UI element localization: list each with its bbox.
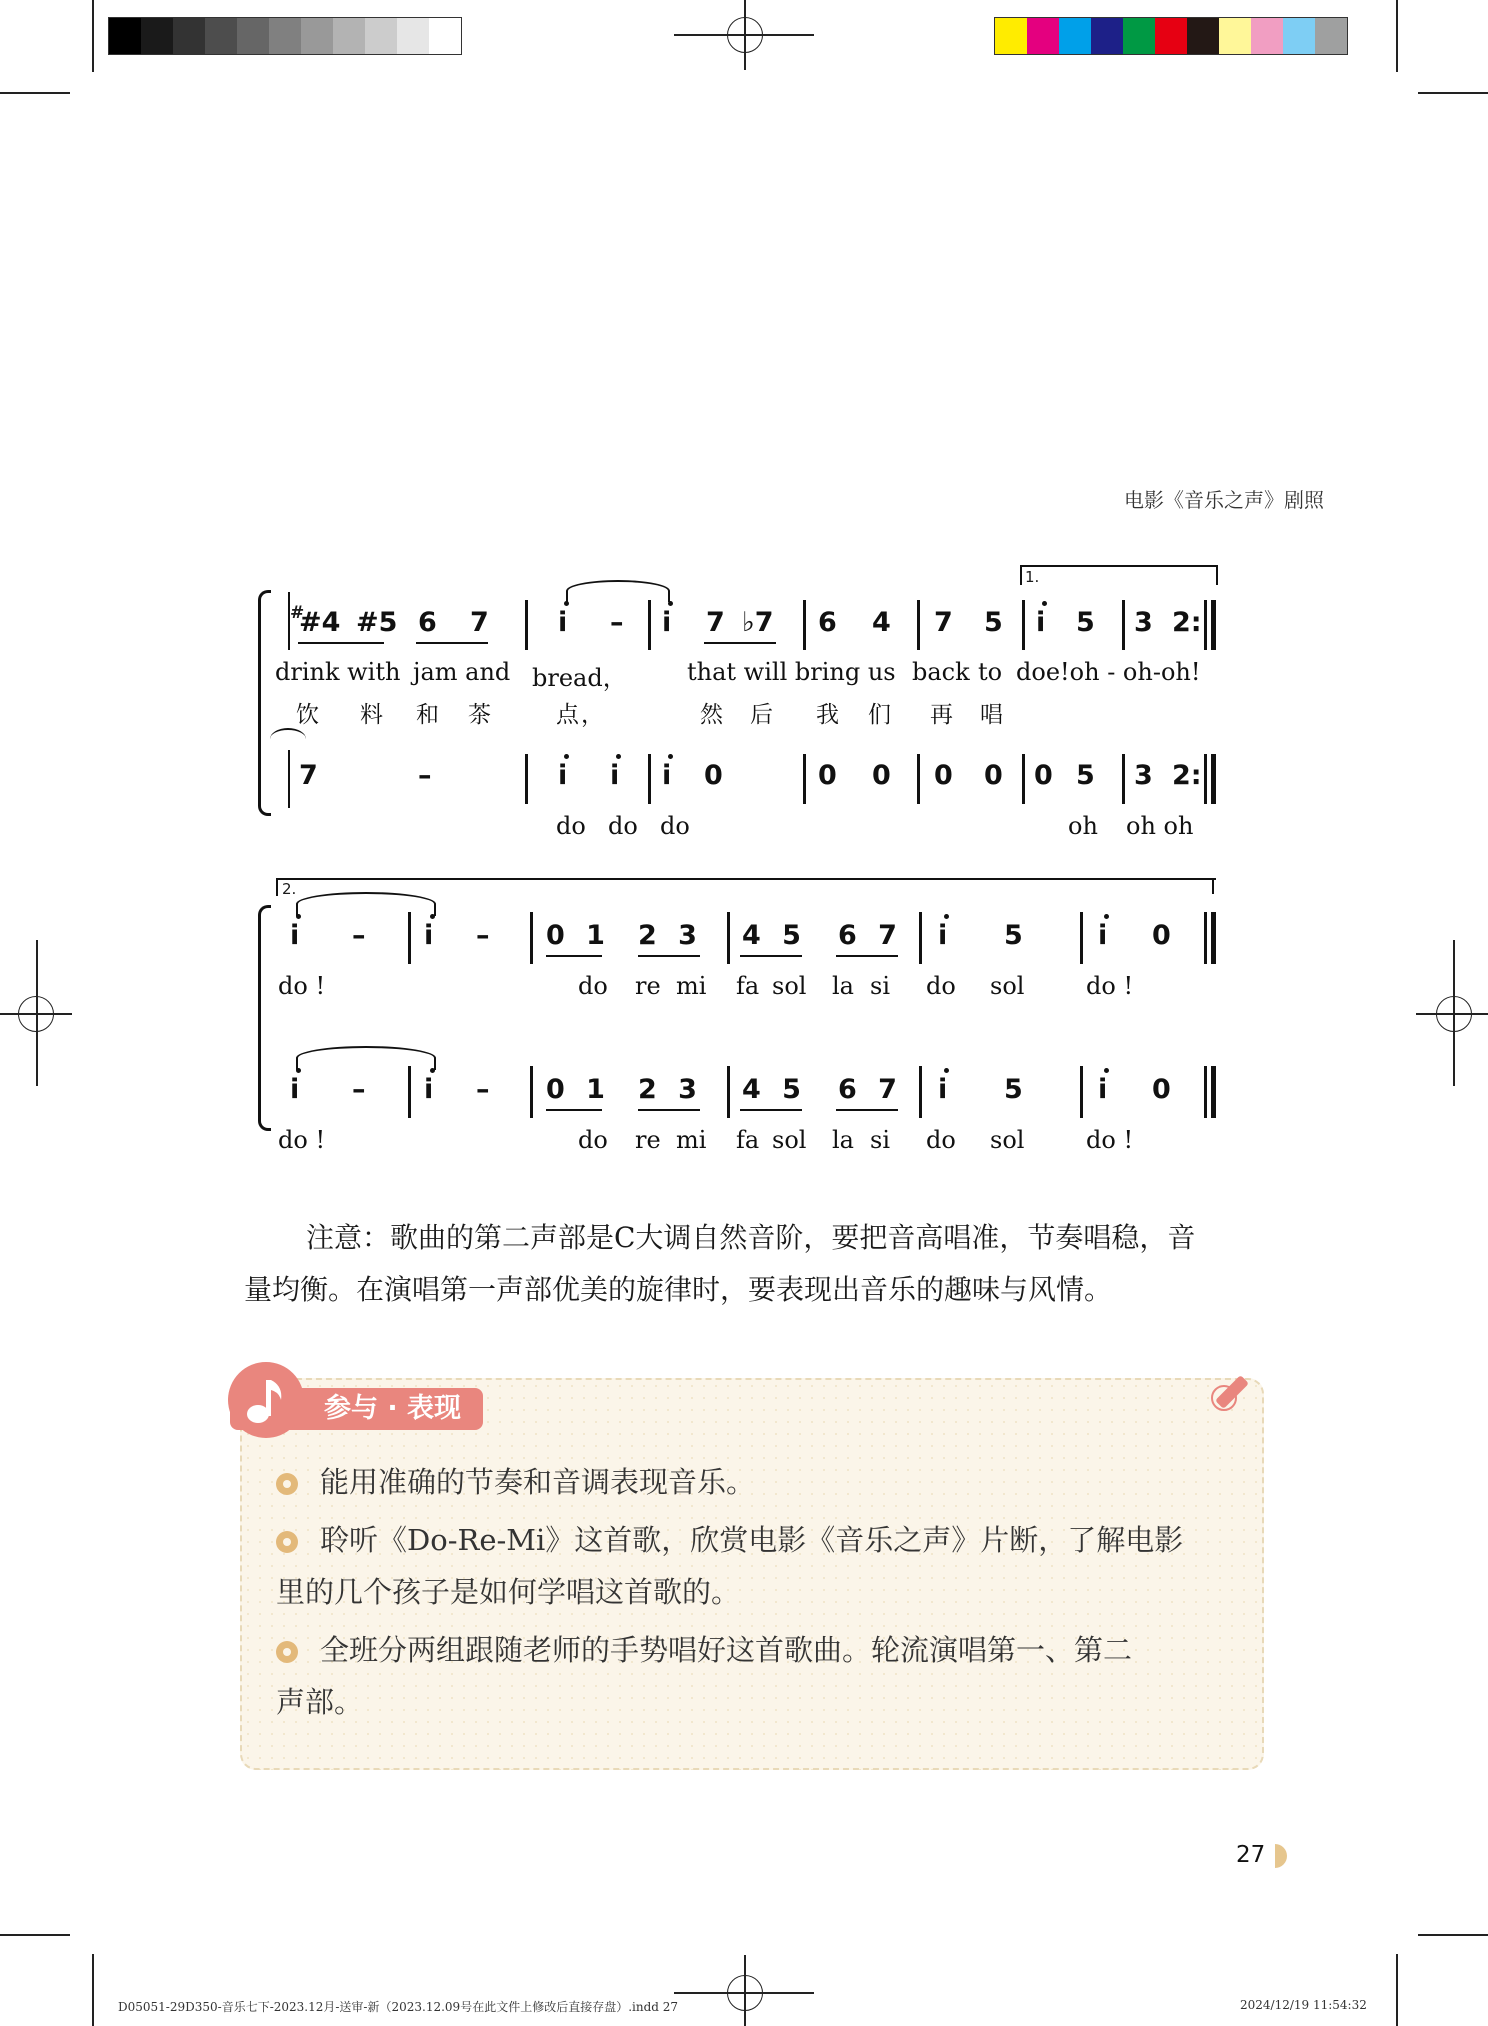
flower-bullet-icon	[276, 1473, 298, 1495]
note-line-2: 量均衡。在演唱第一声部优美的旋律时，要表现出音乐的趣味与风情。	[244, 1273, 1113, 1306]
lyric: sol	[772, 972, 807, 1000]
note: 4 5	[742, 1074, 807, 1105]
note: 0	[704, 760, 723, 791]
lyric: oh	[1068, 812, 1098, 840]
note: i	[424, 1074, 434, 1105]
color-swatch	[1219, 18, 1251, 54]
note: i	[610, 760, 620, 791]
note: –	[476, 920, 490, 951]
note: 0	[1152, 920, 1171, 951]
note: 5	[984, 607, 1003, 638]
note: 6 7	[838, 1074, 903, 1105]
note: i	[1098, 1074, 1108, 1105]
note: 2:	[1172, 607, 1202, 638]
color-swatch	[1155, 18, 1187, 54]
second-ending-label: 2.	[282, 880, 297, 898]
lyric: do !	[1086, 972, 1134, 1000]
lyric: bread，	[532, 664, 627, 692]
lyric: fa	[736, 972, 760, 1000]
note: ♭7	[742, 607, 774, 638]
color-calibration-bar	[994, 17, 1348, 55]
lyric: sol	[990, 972, 1025, 1000]
color-swatch	[1091, 18, 1123, 54]
lyric-cn: 们	[868, 702, 893, 728]
lyric-cn: 和	[416, 702, 441, 728]
panel-title: 参与 · 表现	[230, 1388, 483, 1430]
lyric-cn: 茶	[468, 702, 493, 728]
flower-bullet-icon	[276, 1531, 298, 1553]
note: 0 1	[546, 1074, 611, 1105]
note: 0	[984, 760, 1003, 791]
lyric: mi	[676, 972, 707, 1000]
note: –	[352, 1074, 366, 1105]
lyric: to	[978, 658, 1003, 686]
lyric-cn: 再	[930, 702, 955, 728]
pencil-icon	[1208, 1364, 1268, 1414]
lyric: fa	[736, 1126, 760, 1154]
lyric-cn: 点，	[556, 702, 606, 728]
system-bracket-2	[258, 905, 271, 1131]
note: i	[290, 1074, 300, 1105]
lyric: do !	[1086, 1126, 1134, 1154]
lyric: la	[832, 972, 854, 1000]
note: –	[352, 920, 366, 951]
note: 6	[418, 607, 437, 638]
first-ending-bracket	[1020, 565, 1218, 585]
music-note-icon	[228, 1362, 304, 1438]
lyric: si	[870, 972, 890, 1000]
footer-filename: D05051-29D350-音乐七下-2023.12月-送审-新（2023.12.09号在此文件上修改后直接存盘）.indd 27	[118, 2000, 679, 2014]
lyric: do !	[278, 972, 326, 1000]
lyric-cn: 后	[750, 702, 775, 728]
lyric: do !	[278, 1126, 326, 1154]
music-note-badge	[228, 1362, 304, 1438]
note: 7	[706, 607, 725, 638]
gray-swatch	[365, 18, 397, 54]
note: 0	[872, 760, 891, 791]
lyric: oh oh	[1126, 812, 1194, 840]
lyric: sol	[990, 1126, 1025, 1154]
gray-swatch	[397, 18, 429, 54]
note: 0	[1034, 760, 1053, 791]
color-swatch	[1027, 18, 1059, 54]
note: 7	[934, 607, 953, 638]
first-ending-label: 1.	[1025, 568, 1040, 586]
gray-swatch	[109, 18, 141, 54]
note: 0 1	[546, 920, 611, 951]
note: 5	[1076, 607, 1095, 638]
color-swatch	[1315, 18, 1347, 54]
lyric: do	[926, 972, 956, 1000]
note: i	[938, 1074, 948, 1105]
gray-swatch	[429, 18, 461, 54]
color-swatch	[1251, 18, 1283, 54]
note: 5	[1076, 760, 1095, 791]
note: 6 7	[838, 920, 903, 951]
note: i	[558, 607, 568, 638]
flower-bullet-icon	[276, 1641, 298, 1663]
note: 2 3	[638, 920, 703, 951]
note: 3	[1134, 607, 1153, 638]
note: i	[1036, 607, 1046, 638]
lyric: back	[912, 658, 970, 686]
footer-timestamp: 2024/12/19 11:54:32	[1240, 1998, 1367, 2012]
page-tab-icon	[1275, 1844, 1287, 1868]
gray-swatch	[333, 18, 365, 54]
note-line-1: 注意：歌曲的第二声部是C大调自然音阶，要把音高唱准，节奏唱稳，音	[306, 1221, 1196, 1254]
note: 7	[299, 760, 318, 791]
gray-swatch	[141, 18, 173, 54]
note: i	[424, 920, 434, 951]
note: i	[558, 760, 568, 791]
note: #4	[299, 607, 341, 638]
gray-calibration-bar	[108, 17, 462, 55]
page-number: 27	[1236, 1842, 1266, 1868]
lyric: do	[608, 812, 638, 840]
lyric-cn: 料	[360, 702, 385, 728]
lyric-cn: 然	[700, 702, 725, 728]
note: #5	[356, 607, 398, 638]
note: i	[1098, 920, 1108, 951]
color-swatch	[1123, 18, 1155, 54]
second-ending-bracket	[276, 878, 1216, 896]
lyric: re	[635, 972, 661, 1000]
lyric: drink with	[275, 658, 401, 686]
note: –	[418, 760, 432, 791]
lyric-cn: 饮	[296, 702, 321, 728]
list-item: 能用准确的节奏和音调表现音乐。	[276, 1456, 1246, 1508]
panel-list	[276, 1456, 1246, 1728]
gray-swatch	[237, 18, 269, 54]
lyric: re	[635, 1126, 661, 1154]
note: 2 3	[638, 1074, 703, 1105]
note: 0	[934, 760, 953, 791]
lyric: sol	[772, 1126, 807, 1154]
note: –	[476, 1074, 490, 1105]
gray-swatch	[301, 18, 333, 54]
color-swatch	[1059, 18, 1091, 54]
note: i	[662, 760, 672, 791]
note: i	[938, 920, 948, 951]
color-swatch	[995, 18, 1027, 54]
lyric: mi	[676, 1126, 707, 1154]
gray-swatch	[173, 18, 205, 54]
note: 2:	[1172, 760, 1202, 791]
note-paragraph	[244, 1212, 1274, 1316]
lyric: do	[556, 812, 586, 840]
note: 5	[1004, 1074, 1023, 1105]
note: –	[610, 607, 624, 638]
lyric: la	[832, 1126, 854, 1154]
lyric: do	[578, 1126, 608, 1154]
lyric: that will bring us	[687, 658, 896, 686]
photo-caption: 电影《音乐之声》剧照	[1124, 488, 1324, 512]
lyric: jam and	[413, 658, 511, 686]
note: i	[662, 607, 672, 638]
note: 5	[1004, 920, 1023, 951]
color-swatch	[1283, 18, 1315, 54]
system-bracket-1	[258, 590, 271, 816]
note: 0	[1152, 1074, 1171, 1105]
list-item: 聆听《Do-Re-Mi》这首歌，欣赏电影《音乐之声》片断，了解电影 里的几个孩子是如何学唱这首歌的。	[276, 1523, 1184, 1609]
lyric: si	[870, 1126, 890, 1154]
lyric-cn: 唱	[980, 702, 1005, 728]
lyric: do	[926, 1126, 956, 1154]
note: 4	[872, 607, 891, 638]
note: 7	[470, 607, 489, 638]
lyric: do	[660, 812, 690, 840]
list-item: 全班分两组跟随老师的手势唱好这首歌曲。轮流演唱第一、第二 声部。	[276, 1633, 1133, 1719]
gray-swatch	[205, 18, 237, 54]
lyric-cn: 我	[816, 702, 841, 728]
lyric: doe!oh - oh-oh!	[1016, 658, 1201, 686]
color-swatch	[1187, 18, 1219, 54]
note: i	[290, 920, 300, 951]
note: 6	[818, 607, 837, 638]
note: 3	[1134, 760, 1153, 791]
lyric: do	[578, 972, 608, 1000]
note: 0	[818, 760, 837, 791]
gray-swatch	[269, 18, 301, 54]
note: 4 5	[742, 920, 807, 951]
